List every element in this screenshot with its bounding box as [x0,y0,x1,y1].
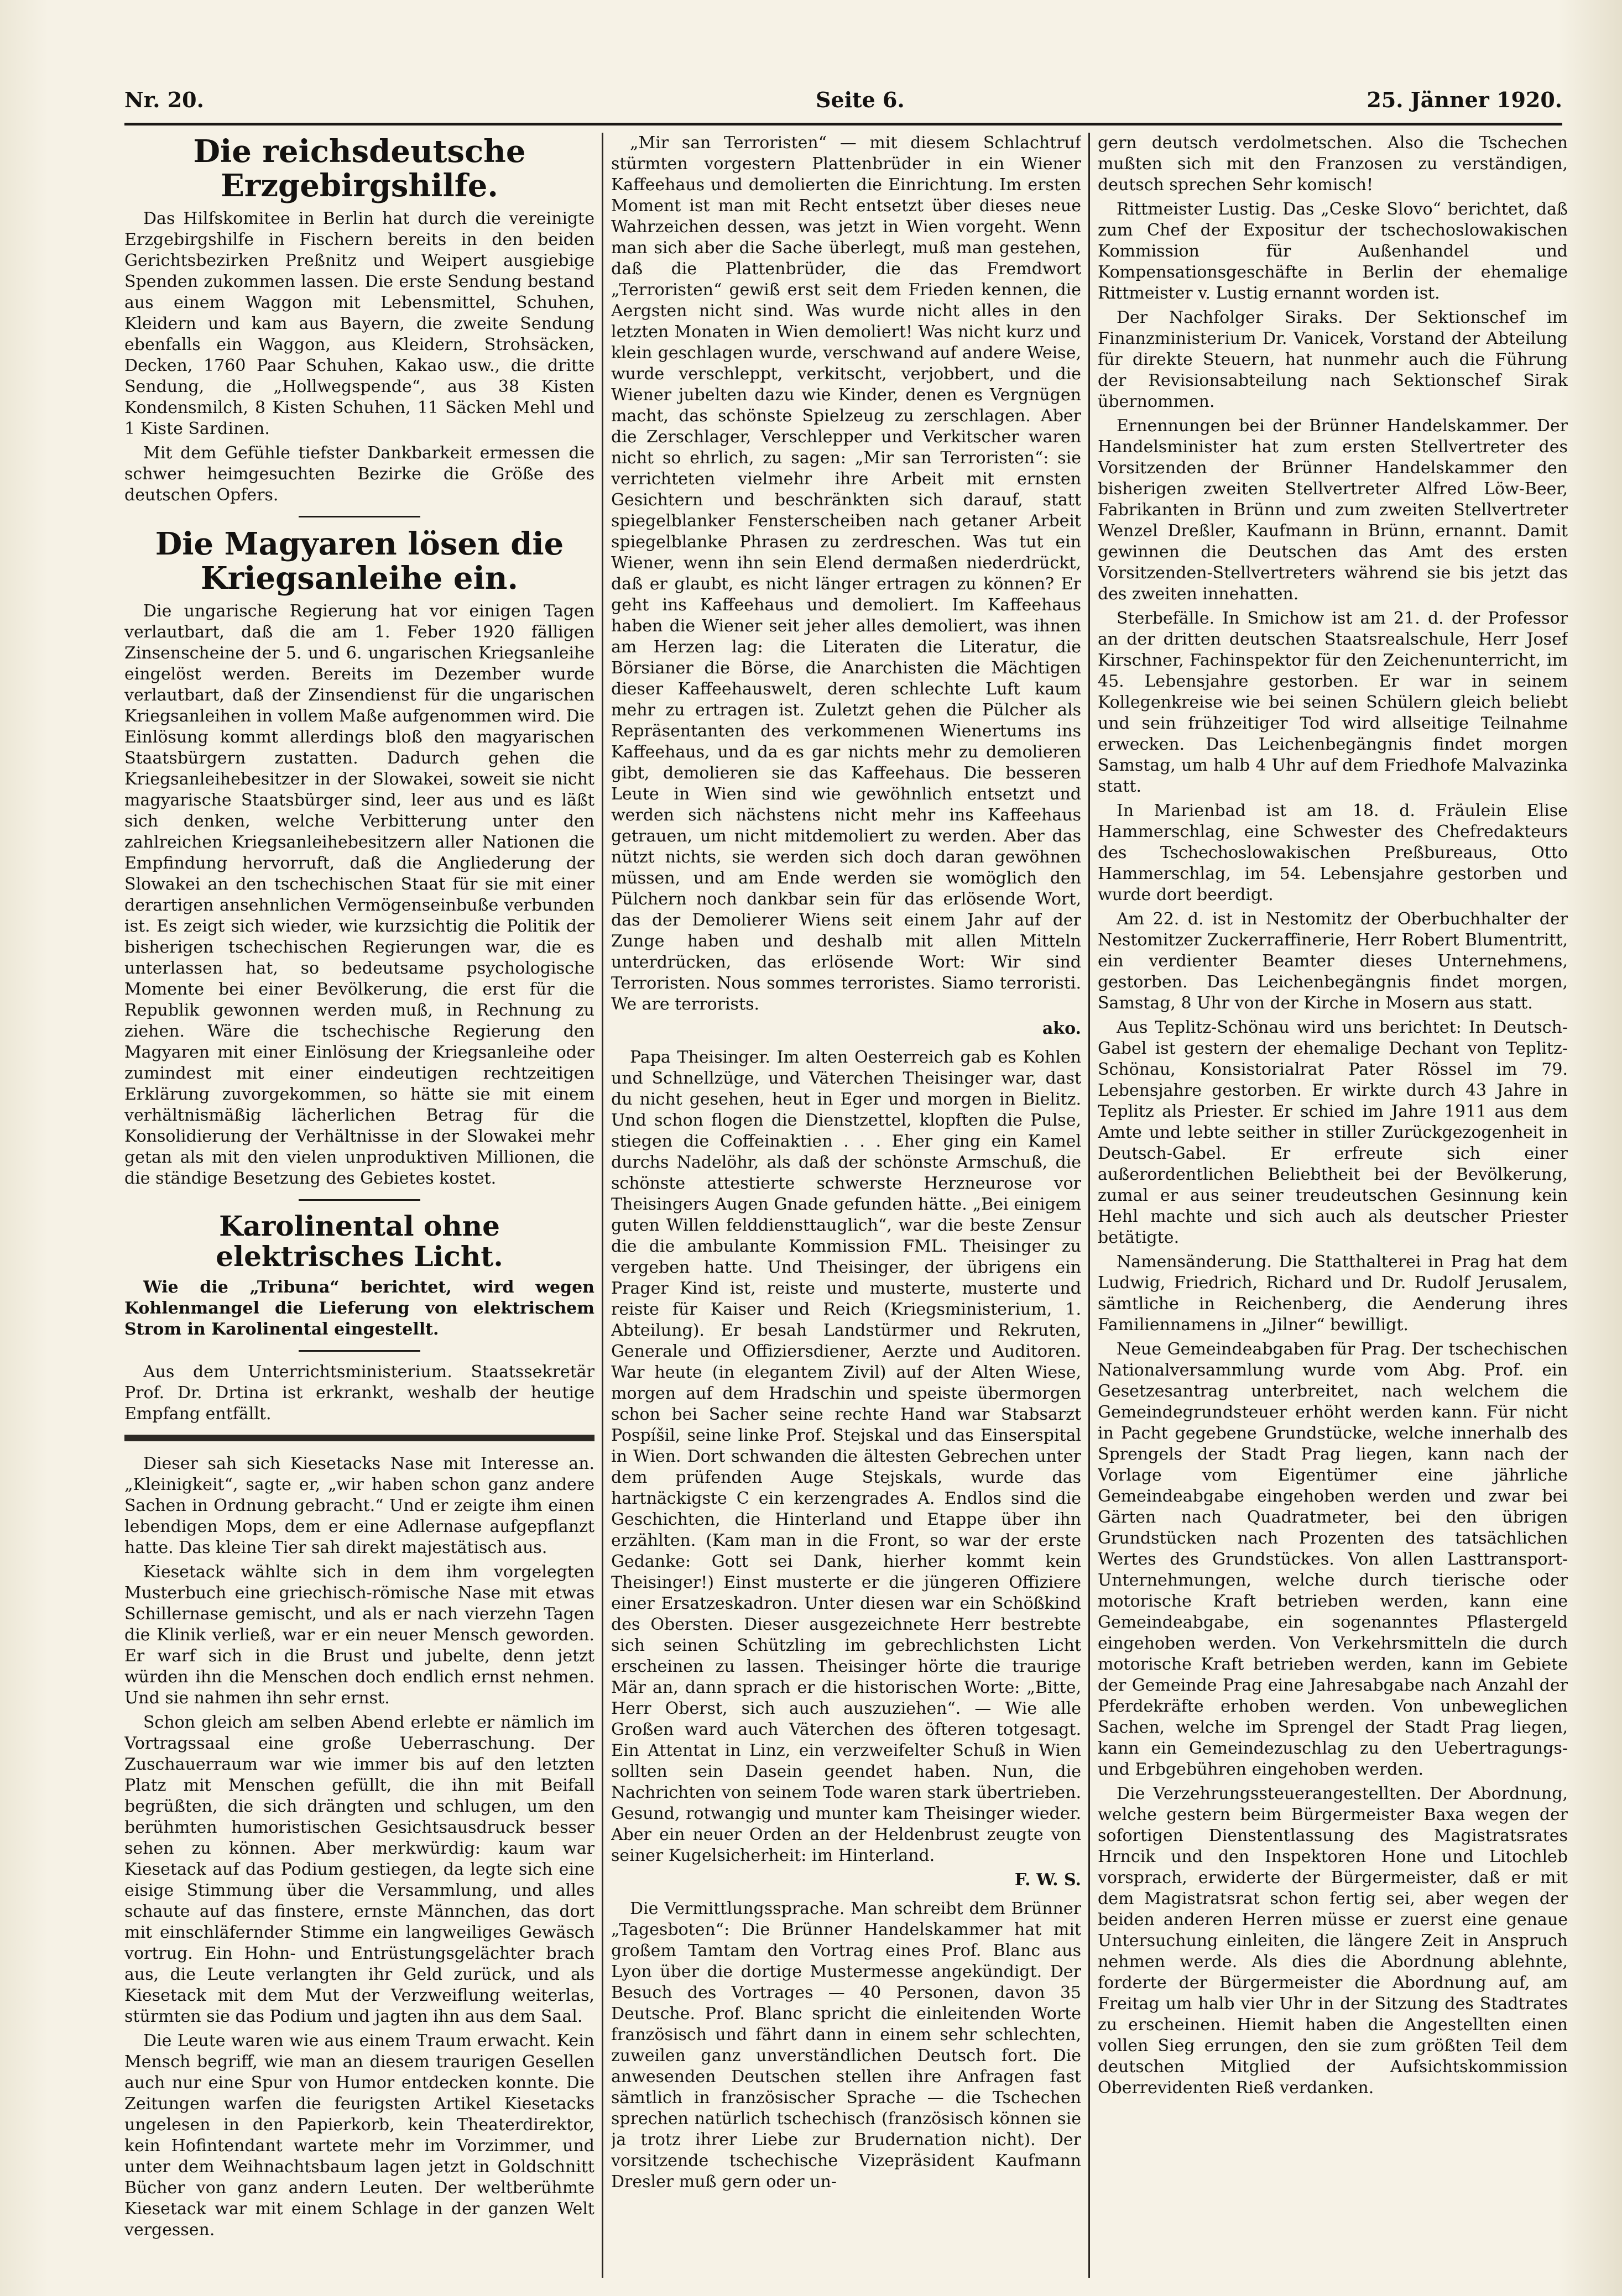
news-item-nestomitz: Am 22. d. ist in Nestomitz der Oberbuchhalter der Nestomitzer Zuckerraffinerie, Herr Robert Blumentritt, ein verdienter Beamter dieses Unternehmens, gestorben. Das Leichenbegängnis findet morgen, Samstag, 8 Uhr von der Kirche in Mosern aus statt. [1098,909,1568,1013]
column-2 [611,133,1081,2278]
page-number: Seite 6. [816,87,905,112]
signature: F. W. S. [1014,1870,1081,1890]
issue-number: Nr. 20. [124,87,204,112]
column-divider-2 [1088,133,1090,2278]
headline-kriegsanleihe: Die Magyaren lösen die Kriegsanleihe ein. [155,526,564,597]
feuilleton-paragraph: Dieser sah sich Kiesetacks Nase mit Interesse an. „Kleinigkeit“, sagte er, „wir haben schon ganz andere Sachen in Ordnung gebracht.“ Und er zeigte ihm einen lebendigen Mops, dem er eine Adlernase aufgepflanzt hatte. Das kleine Tier sah direkt majestätisch aus. [124,1454,594,1558]
column-3 [1098,133,1568,2278]
separator-rule [299,1199,420,1201]
news-item-unterrichtsministerium: Aus dem Unterrichtsministerium. Staatssekretär Prof. Dr. Drtina ist erkrankt, weshalb der heutige Empfang entfällt. [124,1362,594,1424]
feuilleton-separator [124,1435,594,1441]
news-item-nachfolger: Der Nachfolger Siraks. Der Sektionschef im Finanzministerium Dr. Vanicek, Vorstand der Abteilung für direkte Steuern, hat nunmehr auch die Führung der Revisionsabteilung nach Sektionschef Sirak übernommen. [1098,308,1568,411]
article-terroristen: „Mir san Terroristen“ — mit diesem Schlachtruf stürmten vorgestern Plattenbrüder in ein Wiener Kaffeehaus und demolierten die Einrichtung. Im ersten Moment ist man mit Recht entsetzt über dieses neue Wahrzeichen dessen, was jetzt in Wien vorgeht. Wenn man sich aber die Sache überlegt, muß man gestehen, daß die Plattenbrüder, die das Fremdwort „Terroristen“ gewiß erst seit dem Frieden kennen, die Aergsten nicht sind. Was wurde nicht alles in den letzten Monaten in Wien demoliert! Was nicht kurz und klein geschlagen wurde, verschwand auf andere Weise, wurde verschleppt, verkitscht, verjobbert, und die Wiener jubelten dazu wie Kinder, denen es Vergnügen macht, das schönste Spielzeug zu zerschlagen. Aber die Zerschlager, Verschlepper und Verkitscher waren nicht so ehrlich, zu sagen: „Mir san Terroristen“: sie verrichteten vielmehr ihre Arbeit mit ernsten Gesichtern und beschränkten sich darauf, statt spiegelblanker Fensterscheiben nach getaner Arbeit spiegelblanke Phrasen zu zerdreschen. Was tut ein Wiener, wenn ihn sein Elend dermaßen niederdrückt, daß er glaubt, es nicht länger ertragen zu können? Er geht ins Kaffeehaus und demoliert. Im Kaffeehaus haben die Wiener seit jeher alles demoliert, was ihnen am Herzen lag: die Literaten die Literatur, die Börsianer die Börse, die Anarchisten die Mächtigen dieser Kaffeehauswelt, deren schlechte Luft kaum mehr zu ertragen ist. Zuletzt gehen die Pülcher als Repräsentanten des verkommenen Wienertums ins Kaffeehaus, und da es gar nichts mehr zu demolieren gibt, demolieren sie das Kaffeehaus. Die besseren Leute in Wien sind wie gewöhnlich entsetzt und werden sich nächstens nicht mehr ins Kaffeehaus getrauen, um nicht mitdemoliert zu werden. Aber das nützt nichts, sie werden sich doch daran gewöhnen müssen, und am Ende werden sie womöglich den Pülchern noch dankbar sein für das erlösende Wort, das der Demolierer Wiens seit einem Jahr auf der Zunge haben und deshalb mit allen Mitteln unterdrücken, das erlösende Wort: Wir sind Terroristen. Nous sommes terroristes. Siamo terroristi. We are terrorists. [611,133,1081,1014]
issue-date: 25. Jänner 1920. [1367,87,1562,112]
news-item-gemeindeabgaben: Neue Gemeindeabgaben für Prag. Der tschechischen Nationalversammlung wurde vom Abg. Prof. ein Gesetzesantrag unterbreitet, nach welchem die Gemeindegrundsteuer erhöht werden kann. Für nicht in Pacht gegebene Grundstücke, welche innerhalb des Sprengels der Stadt Prag liegen, kann nach der Vorlage vom Eigentümer eine jährliche Gemeindeabgabe eingehoben werden und zwar bei Gärten nach Quadratmeter, bei den übrigen Grundstücken nach Prozenten des tatsächlichen Wertes des Grundstückes. Von allen Lasttransport-Unternehmungen, welche durch tierische oder motorische Kraft betrieben werden, kann eine Gemeindeabgabe, ein sogenanntes Pflastergeld eingehoben werden. Von Verkehrsmitteln die durch motorische Kraft betrieben werden, kann im Gebiete der Gemeinde Prag eine Jahresabgabe nach Anzahl der Pferdekräfte erhoben werden. Von unbeweglichen Sachen, welche im Sprengel der Stadt Prag liegen, kann ein Gemeindezuschlag zu den Uebertragungs- und Erbgebühren eingehoben werden. [1098,1340,1568,1779]
column-divider-1 [602,133,603,2278]
article-papa-theisinger: Papa Theisinger. Im alten Oesterreich gab es Kohlen und Schnellzüge, und Väterchen Theisinger war, dast du nicht gesehen, heut in Eger und morgen in Bielitz. Und schon flogen die Dienstzettel, klopften die Pulse, stiegen die Coffeinaktien . . . Eher ging ein Kamel durchs Nadelöhr, als daß der schönste Armschuß, die schönste attestierte schwerste Herzneurose vor Theisingers Augen Gnade gefunden hätte. „Bei einigem guten Willen felddiensttauglich“, war die beste Zensur die die ambulante Kommission FML. Theisinger zu vergeben hatte. Und Theisinger, der übrigens ein Prager Kind ist, reiste und musterte, musterte und reiste für Kaiser und Reich (Kriegsministerium, 1. Abteilung). Er besah Landstürmer und Rekruten, Generale und Offiziersdiener, Aerzte und Auditoren. War heute (in elegantem Zivil) auf der Alten Wiese, morgen auf dem Hradschin und speiste übermorgen schon bei Sacher seine rechte Hand war Stabsarzt Pospíšil, seine linke Prof. Stejskal und das Einserspital in Wien. Dort schwanden die ältesten Gebrechen unter dem prüfenden Auge Stejskals, wurde das hartnäckigste C ein kerzengrades A. Endlos sind die Geschichten, die Hinterland und Etappe über ihn erzählten. (Kam man in die Front, so war der erste Gedanke: Gott sei Dank, hierher kommt kein Theisinger!) Einst musterte er die jüngeren Offiziere einer Ersatzeskadron. Unter diesen war ein Schößkind des Obersten. Dieser ausgezeichnete Herr bestrebte sich seinen Schützling im gebrechlichsten Licht erscheinen zu lassen. Theisinger hörte die traurige Mär an, dann sprach er die historischen Worte: „Bitte, Herr Oberst, sich auch auszuziehen“. — Wie alle Großen ward auch Väterchen des öfteren totgesagt. Ein Attentat in Linz, ein verzweifelter Schuß in Wien sollten sein Dasein geendet haben. Nun, die Nachrichten von seinem Tode waren stark übertrieben. Gesund, rotwangig und munter kam Theisinger wieder. Aber ein neuer Orden an der Heldenbrust zeugte von seiner Kugelsicherheit: im Hinterland. [611,1048,1081,1865]
signature: ako. [1042,1019,1081,1038]
news-item-sterbefaelle: Sterbefälle. In Smichow ist am 21. d. der Professor an der dritten deutschen Staatsrealschule, Herr Josef Kirschner, Fachinspektor für den Zeichenunterricht, im 45. Lebensjahre gestorben. Er war in seinem Kollegenkreise wie bei seinen Schülern gleich beliebt und sein frühzeitiger Tod wird allseitige Teilnahme erwecken. Das Leichenbegängnis findet morgen Samstag, um halb 4 Uhr auf dem Friedhofe Malvazinka statt. [1098,609,1568,796]
article-paragraph: Mit dem Gefühle tiefster Dankbarkeit ermessen die schwer heimgesuchten Bezirke die Größe des deutschen Opfers. [124,443,594,505]
feuilleton-paragraph: Die Leute waren wie aus einem Traum erwacht. Kein Mensch begriff, wie man an diesem traurigen Gesellen auch nur eine Spur von Humor entdecken konnte. Die Zeitungen warfen die feurigsten Artikel Kiesetacks ungelesen in den Papierkorb, kein Theaterdirektor, kein Hofintendant wartete mehr im Vorzimmer, und unter dem Weihnachtsbaum lagen jetzt in Goldschnitt Bücher von ganz andern Leuten. Der weltberühmte Kiesetack war mit einem Schlage in der ganzen Welt vergessen. [124,2031,594,2240]
news-item-namensaenderung: Namensänderung. Die Statthalterei in Prag hat dem Ludwig, Friedrich, Richard und Dr. Rudolf Jerusalem, sämtliche in Reichenberg, die Aenderung ihres Familiennamens in „Jilner“ bewilligt. [1098,1252,1568,1335]
page-header [124,83,1562,122]
article-vermittlungssprache: Die Vermittlungssprache. Man schreibt dem Brünner „Tagesboten“: Die Brünner Handelskammer hat mit großem Tamtam den Vortrag eines Prof. Blanc aus Lyon über die dortige Mustermesse angekündigt. Der Besuch des Vortrages — 40 Personen, davon 35 Deutsche. Prof. Blanc spricht die einleitenden Worte französisch und fährt dann in einem sehr schlechten, zuweilen ganz unverständlichen Deutsch fort. Die anwesenden Deutschen stellen ihre Anfragen fast sämtlich in französischer Sprache — die Tschechen sprechen natürlich tschechisch (französisch können sie ja trotz ihrer Liebe zur Brudernation nicht). Der vorsitzende tschechische Vizepräsident Kaufmann Dresler muß gern oder un- [611,1899,1081,2192]
news-item-marienbad: In Marienbad ist am 18. d. Fräulein Elise Hammerschlag, eine Schwester des Chefredakteurs des Tschechoslowakischen Preßbureaus, Otto Hammerschlag, im 54. Lebensjahre gestorben und wurde dort beerdigt. [1098,801,1568,904]
column-1 [124,133,594,2278]
article-continuation: gern deutsch verdolmetschen. Also die Tschechen mußten sich mit den Franzosen zu verständigen, deutsch sprechen Sehr komisch! [1098,133,1568,195]
separator-rule [299,516,420,517]
feuilleton-paragraph: Schon gleich am selben Abend erlebte er nämlich im Vortragssaal eine große Ueberraschung. Der Zuschauerraum war wie immer bis auf den letzten Platz mit Menschen gefüllt, die ihn mit Beifall begrüßten, die sich drängten und schlugen, um den berühmten humoristischen Gesichtsausdruck besser sehen zu können. Aber merkwürdig: kaum war Kiesetack auf das Podium gestiegen, da legte sich eine eisige Stimmung über die Versammlung, und alles schaute auf das finstere, ernste Männchen, das dort mit einschläfernder Stimme ein langweiliges Gewäsch vortrug. Ein Hohn- und Entrüstungsgelächter brach aus, die Leute verlangten ihr Geld zurück, und als Kiesetack mit dem Mut der Verzweiflung weiterlas, stürmten sie das Podium und jagten ihn aus dem Saal. [124,1713,594,2027]
feuilleton-paragraph: Kiesetack wählte sich in dem ihm vorgelegten Musterbuch eine griechisch-römische Nase mit etwas Schillernase gemischt, und als er nach vierzehn Tagen die Klinik verließ, war er ein neuer Mensch geworden. Er warf sich in die Brust und jubelte, denn jetzt würden ihn die Menschen doch endlich ernst nehmen. Und sie nahmen ihn sehr ernst. [124,1562,594,1708]
news-item-verzehrungssteuer: Die Verzehrungssteuerangestellten. Der Abordnung, welche gestern beim Bürgermeister Baxa wegen der sofortigen Dienstentlassung des Magistratsrates Hrncik und den Inspektoren Hone und Litochleb vorsprach, erwiderte der Bürgermeister, daß er mit dem Magistratsrat schon fertig sei, aber wegen der beiden anderen Herren müsse er zuerst eine genaue Untersuchung einleiten, die längere Zeit in Anspruch nehmen werde. Als dies die Abordnung ablehnte, forderte der Bürgermeister die Abordnung auf, am Freitag um halb vier Uhr in der Sitzung des Stadtrates zu erscheinen. Hiemit haben die Angestellten einen vollen Sieg errungen, den sie zum größten Teil dem deutschen Mitglied der Aufsichtskommission Oberrevidenten Rieß verdanken. [1098,1784,1568,2098]
headline-erzgebirgshilfe: Die reichsdeutsche Erzgebirgshilfe. [193,133,526,204]
news-item-rittmeister: Rittmeister Lustig. Das „Ceske Slovo“ berichtet, daß zum Chef der Expositur der tschechoslowakischen Kommission für Außenhandel und Kompensationsgeschäfte in Berlin der ehemalige Rittmeister v. Lustig ernannt worden ist. [1098,200,1568,303]
article-paragraph: Das Hilfskomitee in Berlin hat durch die vereinigte Erzgebirgshilfe in Fischern bereits in den beiden Gerichtsbezirken Preßnitz und Weipert ausgiebige Spenden zukommen lassen. Die erste Sendung bestand aus einem Waggon mit Lebensmittel, Schuhen, Kleidern und kam aus Bayern, die zweite Sendung ebenfalls ein Waggon, aus Kleidern, Strohsäcken, Decken, 1760 Paar Schuhen, Kakao usw., die dritte Sendung, die „Hollwegspende“, aus 38 Kisten Kondensmilch, 8 Kisten Schuhen, 11 Säcken Mehl und 1 Kiste Sardinen. [124,209,594,439]
news-item-ernennungen: Ernennungen bei der Brünner Handelskammer. Der Handelsminister hat zum ersten Stellvertreter des Vorsitzenden der Brünner Handelskammer den bisherigen zweiten Stellvertreter Alfred Löw-Beer, Fabrikanten in Brünn und zum zweiten Stellvertreter Wenzel Dreßler, Kaufmann in Brünn, ernannt. Damit gewinnen die Deutschen das Amt des ersten Vorsitzenden-Stellvertreters während sie bis jetzt das des zweiten innehatten. [1098,416,1568,604]
news-item-teplitz: Aus Teplitz-Schönau wird uns berichtet: In Deutsch-Gabel ist gestern der ehemalige Dechant von Teplitz-Schönau, Konsistorialrat Pater Rössel im 79. Lebensjahre gestorben. Er wirkte durch 43 Jahre in Teplitz als Priester. Er schied im Jahre 1911 aus dem Amte und lebte seither in stiller Zurückgezogenheit in Deutsch-Gabel. Er erfreute sich einer außerordentlichen Beliebtheit bei der Bevölkerung, zumal er aus seiner treudeutschen Gesinnung kein Hehl machte und sich auch als deutscher Priester betätigte. [1098,1018,1568,1247]
article-paragraph: Die ungarische Regierung hat vor einigen Tagen verlautbart, daß die am 1. Feber 1920 fälligen Zinsenscheine der 5. und 6. ungarischen Kriegsanleihe eingelöst werden. Bereits im Dezember wurde verlautbart, daß der Zinsendienst für die ungarischen Kriegsanleihen in vollem Maße aufgenommen wird. Die Einlösung kommt allerdings bloß den magyarischen Staatsbürgern zustatten. Dadurch gehen die Kriegsanleihebesitzer in der Slowakei, soweit sie nicht magyarische Staatsbürger sind, leer aus und es läßt sich denken, welche Verbitterung unter den zahlreichen Kriegsanleihebesitzern aller Nationen die Empfindung hervorruft, daß die Angliederung der Slowakei an den tschechischen Staat für sie mit einer derartigen ansehnlichen Vermögenseinbuße verbunden ist. Es zeigt sich wieder, wie kurzsichtig die Politik der bisherigen tschechischen Regierungen war, die es unterlassen hat, so bedeutsame psychologische Momente bei einer Bevölkerung, die erst für die Republik gewonnen werden muß, in Rechnung zu ziehen. Wäre die tschechische Regierung den Magyaren mit einer Einlösung der Kriegsanleihe oder zumindest mit einer eindeutigen rechtzeitigen Erklärung zuvorgekommen, so hätte sie mit einem verhältnismäßig lächerlichen Betrag für die Konsolidierung der Verhältnisse in der Slowakei mehr getan als mit den vielen unproduktiven Millionen, die die ständige Besetzung des Gebietes kostet. [124,602,594,1189]
separator-rule [299,1350,420,1352]
header-rule [124,123,1562,125]
headline-karolinental: Karolinental ohne elektrisches Licht. [216,1210,503,1273]
article-paragraph: Wie die „Tribuna“ berichtet, wird wegen Kohlenmangel die Lieferung von elektrischem Strom in Karolinental eingestellt. [124,1278,594,1340]
